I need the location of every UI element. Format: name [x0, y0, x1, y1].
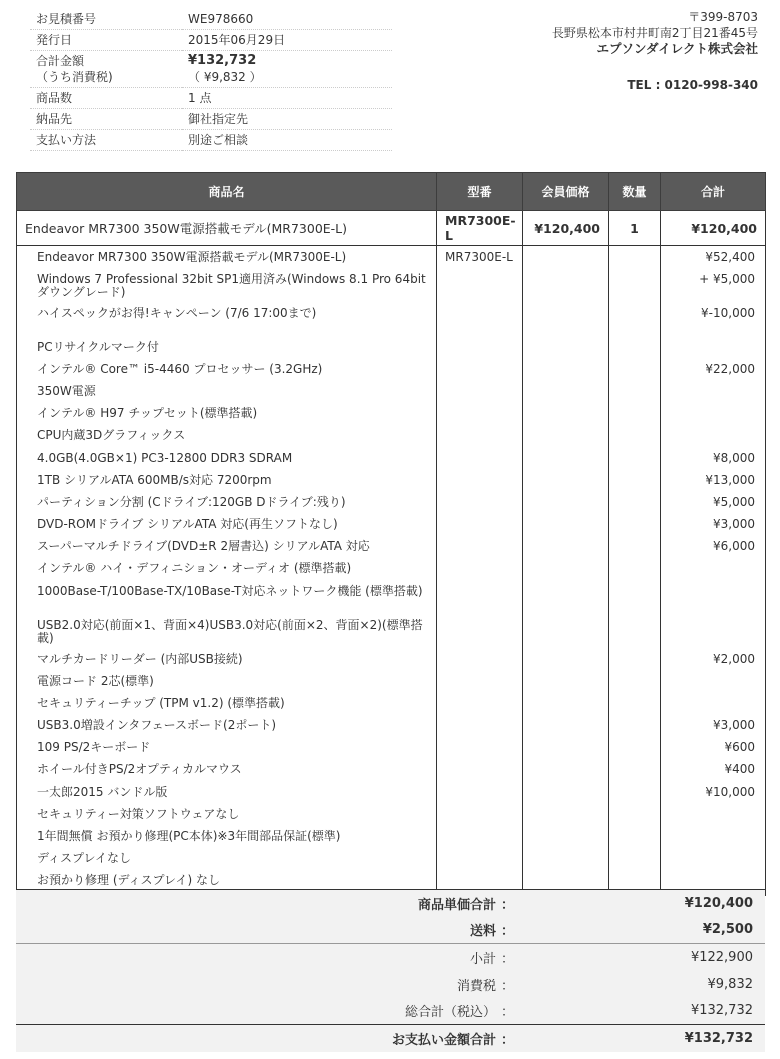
- info-label: 商品数: [30, 88, 182, 109]
- info-row-delivery: [30, 109, 392, 130]
- info-label: お見積番号: [30, 9, 182, 30]
- list-item: [17, 384, 766, 406]
- item-name: スーパーマルチドライブ(DVD±R 2層書込) シリアルATA 対応: [17, 539, 437, 561]
- item-price: [661, 674, 766, 696]
- item-model: [437, 473, 523, 495]
- item-model: [437, 618, 523, 652]
- item-name: PCリサイクルマーク付: [17, 340, 437, 362]
- company-block: [552, 9, 758, 93]
- item-name: Endeavor MR7300 350W電源搭載モデル(MR7300E-L): [17, 250, 437, 272]
- item-model: [437, 652, 523, 674]
- item-price: ¥5,000: [661, 495, 766, 517]
- item-name: マルチカードリーダー (内部USB接続): [17, 652, 437, 674]
- summary-table: [16, 889, 765, 1052]
- summary-row-grand-total: 総合計（税込） ： ¥132,732: [16, 998, 765, 1025]
- item-name: 350W電源: [17, 384, 437, 406]
- company-postal: 〒399-8703: [688, 10, 758, 24]
- item-price: ¥400: [661, 762, 766, 784]
- item-name: 1000Base-T/100Base-TX/10Base-T対応ネットワーク機能 (標準搭載): [17, 584, 437, 618]
- item-price: ¥22,000: [661, 362, 766, 384]
- summary-value: ¥132,732: [536, 998, 765, 1025]
- list-item: [17, 306, 766, 340]
- main-product-price: ¥120,400: [523, 211, 609, 246]
- info-label: 納品先: [30, 109, 182, 130]
- summary-row-subtotal: 小計 ： ¥122,900: [16, 944, 765, 971]
- list-item: [17, 851, 766, 873]
- summary-value: ¥132,732: [536, 1025, 765, 1052]
- item-model: [437, 272, 523, 306]
- item-price: ¥52,400: [661, 250, 766, 272]
- summary-value: ¥120,400: [536, 890, 765, 917]
- item-model: MR7300E-L: [437, 250, 523, 272]
- list-item: [17, 451, 766, 473]
- item-price: ¥3,000: [661, 718, 766, 740]
- list-item: [17, 428, 766, 450]
- item-name: Windows 7 Professional 32bit SP1適用済み(Windows 8.1 Pro 64bit ダウングレード): [17, 272, 437, 306]
- list-item: [17, 362, 766, 384]
- list-item: [17, 807, 766, 829]
- item-price: ¥3,000: [661, 517, 766, 539]
- list-item: [17, 272, 766, 306]
- item-model: [437, 674, 523, 696]
- info-value: 御社指定先: [182, 109, 392, 130]
- list-item: [17, 718, 766, 740]
- main-product-row: [17, 211, 766, 246]
- item-model: [437, 306, 523, 340]
- item-name: 1年間無償 お預かり修理(PC本体)※3年間部品保証(標準): [17, 829, 437, 851]
- item-name: 1TB シリアルATA 600MB/s対応 7200rpm: [17, 473, 437, 495]
- item-model: [437, 517, 523, 539]
- item-model: [437, 384, 523, 406]
- item-price: [661, 618, 766, 652]
- list-item: [17, 406, 766, 428]
- item-model: [437, 362, 523, 384]
- list-item: [17, 762, 766, 784]
- summary-label: 小計: [16, 944, 496, 971]
- summary-value: ¥9,832: [536, 971, 765, 998]
- item-name: 電源コード 2芯(標準): [17, 674, 437, 696]
- items-table: [16, 172, 766, 896]
- info-row-total: [30, 51, 392, 88]
- item-name: インテル® H97 チップセット(標準搭載): [17, 406, 437, 428]
- estimate-info-table: [30, 9, 392, 151]
- item-name: セキュリティーチップ (TPM v1.2) (標準搭載): [17, 696, 437, 718]
- summary-label: 消費税: [16, 971, 496, 998]
- item-price: ¥600: [661, 740, 766, 762]
- tax-amount: （ ¥9,832 ）: [188, 70, 262, 84]
- info-row-item-count: [30, 88, 392, 109]
- list-item: [17, 539, 766, 561]
- list-item: [17, 250, 766, 272]
- list-item: [17, 584, 766, 618]
- item-price: [661, 384, 766, 406]
- item-price: ¥2,000: [661, 652, 766, 674]
- list-item: [17, 696, 766, 718]
- company-address: 長野県松本市村井町南2丁目21番45号: [551, 26, 758, 40]
- list-item: [17, 495, 766, 517]
- item-name: セキュリティー対策ソフトウェアなし: [17, 807, 437, 829]
- item-price: [661, 406, 766, 428]
- item-price: [661, 829, 766, 851]
- info-value: 別途ご相談: [182, 130, 392, 151]
- item-model: [437, 584, 523, 618]
- header-quantity: 数量: [609, 173, 661, 211]
- summary-row-tax: 消費税 ： ¥9,832: [16, 971, 765, 998]
- item-model: [437, 785, 523, 807]
- summary-label: 送料: [16, 917, 496, 944]
- list-item: [17, 561, 766, 583]
- item-price: ¥8,000: [661, 451, 766, 473]
- item-model: [437, 740, 523, 762]
- list-item: [17, 517, 766, 539]
- header-member-price: 会員価格: [523, 173, 609, 211]
- item-name: お預かり修理 (ディスプレイ) なし: [17, 873, 437, 895]
- info-row-payment: [30, 130, 392, 151]
- item-price: [661, 584, 766, 618]
- item-price: [661, 696, 766, 718]
- info-value: WE978660: [182, 9, 392, 30]
- summary-row-unit-total: 商品単価合計 ： ¥120,400: [16, 890, 765, 917]
- item-model: [437, 451, 523, 473]
- item-model: [437, 696, 523, 718]
- info-label: 合計金額: [36, 54, 85, 68]
- item-name: ホイール付きPS/2オプティカルマウス: [17, 762, 437, 784]
- item-model: [437, 851, 523, 873]
- summary-label: 商品単価合計: [16, 890, 496, 917]
- item-model: [437, 539, 523, 561]
- total-amount: ¥132,732: [188, 53, 257, 68]
- info-row-issue-date: [30, 30, 392, 51]
- item-price: [661, 851, 766, 873]
- company-name: エプソンダイレクト株式会社: [596, 41, 758, 56]
- item-price: ¥6,000: [661, 539, 766, 561]
- header-product-name: 商品名: [17, 173, 437, 211]
- item-name: 4.0GB(4.0GB×1) PC3-12800 DDR3 SDRAM: [17, 451, 437, 473]
- header-model: 型番: [437, 173, 523, 211]
- list-item: [17, 618, 766, 652]
- item-price: ¥10,000: [661, 785, 766, 807]
- item-price: ¥13,000: [661, 473, 766, 495]
- info-label: 発行日: [30, 30, 182, 51]
- item-name: USB2.0対応(前面×1、背面×4)USB3.0対応(前面×2、背面×2)(標準搭載): [17, 618, 437, 652]
- summary-value: ¥2,500: [536, 917, 765, 944]
- info-value: 1 点: [182, 88, 392, 109]
- info-label-tax: （うち消費税): [36, 70, 113, 84]
- list-item: [17, 740, 766, 762]
- info-value: 2015年06月29日: [182, 30, 392, 51]
- item-name: インテル® Core™ i5-4460 プロセッサー (3.2GHz): [17, 362, 437, 384]
- item-price: [661, 340, 766, 362]
- item-model: [437, 807, 523, 829]
- item-name: ディスプレイなし: [17, 851, 437, 873]
- item-name: CPU内蔵3Dグラフィックス: [17, 428, 437, 450]
- item-name: 一太郎2015 バンドル版: [17, 785, 437, 807]
- item-name: ハイスペックがお得!キャンペーン (7/6 17:00まで): [17, 306, 437, 340]
- main-product-qty: 1: [609, 211, 661, 246]
- item-name: DVD-ROMドライブ シリアルATA 対応(再生ソフトなし): [17, 517, 437, 539]
- item-model: [437, 561, 523, 583]
- list-item: [17, 674, 766, 696]
- main-product-model: MR7300E-L: [437, 211, 523, 246]
- summary-label: お支払い金額合計: [16, 1025, 496, 1052]
- main-product-total: ¥120,400: [661, 211, 766, 246]
- item-model: [437, 762, 523, 784]
- table-header: [17, 173, 766, 211]
- item-price: [661, 428, 766, 450]
- summary-value: ¥122,900: [536, 944, 765, 971]
- item-name: USB3.0増設インタフェースボード(2ポート): [17, 718, 437, 740]
- item-price: [661, 807, 766, 829]
- info-row-estimate-number: [30, 9, 392, 30]
- company-tel: TEL : 0120-998-340: [627, 78, 758, 92]
- item-name: パーティション分割 (Cドライブ:120GB Dドライブ:残り): [17, 495, 437, 517]
- list-item: [17, 785, 766, 807]
- list-item: [17, 829, 766, 851]
- item-name: インテル® ハイ・デフィニション・オーディオ (標準搭載): [17, 561, 437, 583]
- header-total: 合計: [661, 173, 766, 211]
- summary-row-payment-total: お支払い金額合計 ： ¥132,732: [16, 1025, 765, 1052]
- list-item: [17, 473, 766, 495]
- item-model: [437, 495, 523, 517]
- summary-row-shipping: 送料 ： ¥2,500: [16, 917, 765, 944]
- item-price: [661, 561, 766, 583]
- item-model: [437, 428, 523, 450]
- item-model: [437, 406, 523, 428]
- item-model: [437, 829, 523, 851]
- item-model: [437, 718, 523, 740]
- info-label: 支払い方法: [30, 130, 182, 151]
- list-item: [17, 340, 766, 362]
- item-price: + ¥5,000: [661, 272, 766, 306]
- list-item: [17, 652, 766, 674]
- item-name: 109 PS/2キーボード: [17, 740, 437, 762]
- main-product-name: Endeavor MR7300 350W電源搭載モデル(MR7300E-L): [17, 211, 437, 246]
- summary-label: 総合計（税込）: [16, 998, 496, 1025]
- item-model: [437, 340, 523, 362]
- item-price: ¥-10,000: [661, 306, 766, 340]
